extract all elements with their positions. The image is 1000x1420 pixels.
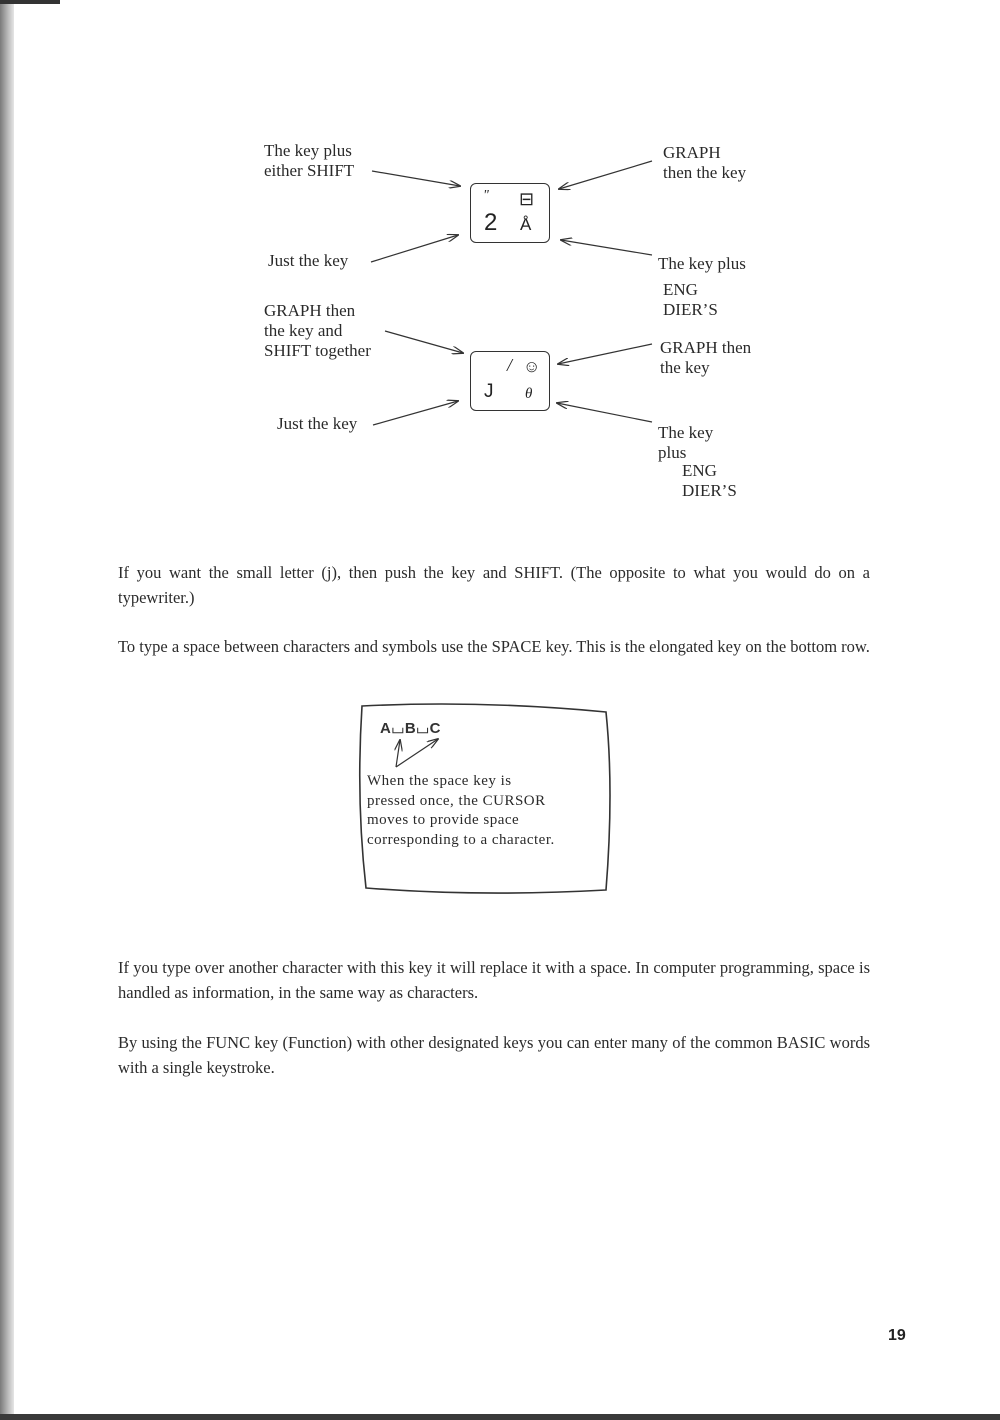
cursor-arrow-2 (396, 739, 438, 767)
key-symbol-slash: / (507, 355, 513, 375)
label-eng-dier-2: ENG DIER’S (682, 461, 737, 500)
key-main-char: 2 (484, 209, 498, 236)
arrow-graph-2 (558, 344, 652, 364)
arrow-shift-1 (372, 171, 460, 186)
arrow-graph-1 (559, 161, 652, 189)
keycap-2 (470, 183, 550, 243)
key-eng-char: Å (520, 215, 532, 234)
paragraph-space-key: To type a space between characters and symbols use the SPACE key. This is the elongated key on the bottom row. (118, 637, 870, 656)
label-just-the-key-2: Just the key (277, 414, 358, 433)
key-graphic-face-icon: ☺ (523, 357, 541, 376)
page-number: 19 (888, 1327, 906, 1344)
screen-caption: When the space key is pressed once, the CURSOR moves to provide space corresponding to a character. (367, 773, 555, 848)
paragraph-small-letter: If you want the small letter (j), then push the key and SHIFT. (The opposite to what you would do on a typewriter.) (118, 563, 870, 607)
arrow-just-2 (373, 401, 458, 425)
label-key-plus: The key plus (658, 254, 746, 273)
paragraph-type-over: If you type over another character with this key it will replace it with a space. In computer programming, space is handled as information, in the same way as characters. (118, 958, 870, 1002)
label-eng-dier: ENG DIER’S (663, 280, 718, 319)
arrow-just-1 (371, 235, 458, 262)
keycap-j (470, 351, 550, 411)
arrow-plus-2 (557, 403, 652, 422)
label-graph-key-shift: GRAPH then the key and SHIFT together (264, 301, 371, 360)
key-eng-char-2: θ (525, 386, 533, 402)
cursor-arrow-1 (396, 740, 400, 767)
label-key-plus-shift: The key plus either SHIFT (264, 141, 355, 180)
key-main-char-2: J (484, 381, 494, 402)
key-graphic-icon: ⊟ (519, 189, 535, 209)
paragraph-func-key: By using the FUNC key (Function) with other designated keys you can enter many of the common BASIC words with a single keystroke. (118, 1033, 870, 1077)
label-key-plus-2: The key plus (658, 423, 714, 462)
label-graph-then-key: GRAPH then the key (663, 143, 747, 182)
key-symbol-quote: " (483, 188, 489, 203)
screen-sample-text: A⌴B⌴C (380, 720, 442, 737)
label-just-the-key: Just the key (268, 251, 349, 270)
arrow-plus-1 (561, 240, 652, 255)
arrow-graph-shift-2 (385, 331, 463, 353)
label-graph-then-key-2: GRAPH then the key (660, 338, 752, 377)
